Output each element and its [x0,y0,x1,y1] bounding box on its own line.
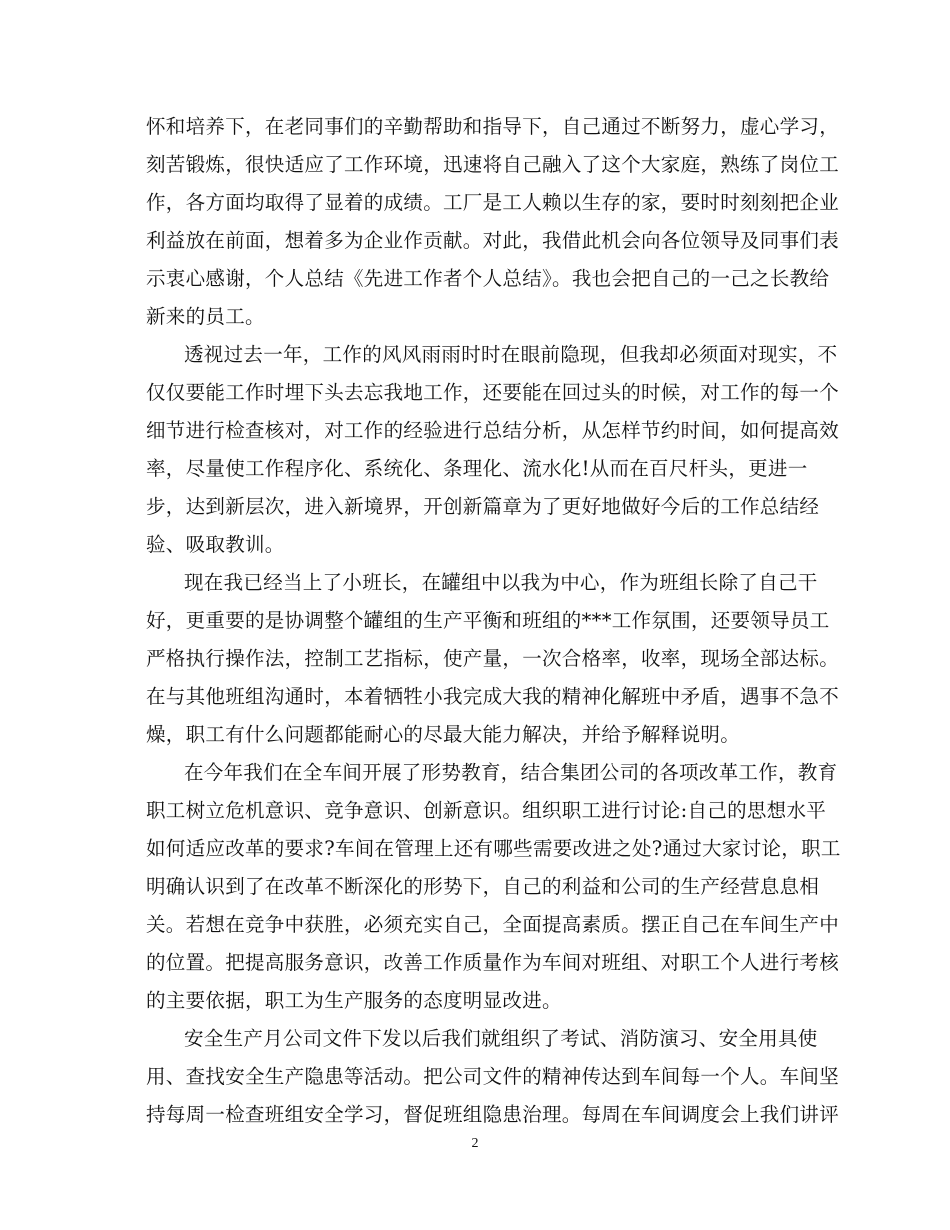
text-line: 怀和培养下，在老同事们的辛勤帮助和指导下，自己通过不断努力，虚心学习， [146,115,840,138]
text-line: 现在我已经当上了小班长，在罐组中以我为中心，作为班组长除了自己干 [184,571,818,594]
text-line: 刻苦锻炼，很快适应了工作环境，迅速将自己融入了这个大家庭，熟练了岗位工 [146,153,840,176]
text-line: 关。若想在竞争中获胜，必须充实自己，全面提高素质。摆正自己在车间生产中 [146,913,840,936]
text-line: 率，尽量使工作程序化、系统化、条理化、流水化!从而在百尺杆头，更进一 [146,457,808,480]
text-line: 细节进行检查核对，对工作的经验进行总结分析，从怎样节约时间，如何提高效 [146,419,840,442]
text-line: 的主要依据，职工为生产服务的态度明显改进。 [146,989,562,1012]
text-line: 燥，职工有什么问题都能耐心的尽最大能力解决，并给予解释说明。 [146,723,741,746]
text-line: 新来的员工。 [146,305,265,328]
text-line: 安全生产月公司文件下发以后我们就组织了考试、消防演习、安全用具使 [184,1027,818,1050]
text-line: 步，达到新层次，进入新境界，开创新篇章为了更好地做好今后的工作总结经 [146,495,820,518]
text-line: 作，各方面均取得了显着的成绩。工厂是工人赖以生存的家，要时时刻刻把企业 [146,191,840,214]
text-line: 验、吸取教训。 [146,533,285,556]
text-line: 仅仅要能工作时埋下头去忘我地工作，还要能在回过头的时候，对工作的每一个 [146,381,840,404]
text-line: 明确认识到了在改革不断深化的形势下，自己的利益和公司的生产经营息息相 [146,875,820,898]
text-line: 的位置。把提高服务意识，改善工作质量作为车间对班组、对职工个人进行考核 [146,951,840,974]
text-line: 利益放在前面，想着多为企业作贡献。对此，我借此机会向各位领导及同事们表 [146,229,840,252]
text-line: 在与其他班组沟通时，本着牺牲小我完成大我的精神化解班中矛盾，遇事不急不 [146,685,840,708]
text-line: 如何适应改革的要求?车间在管理上还有哪些需要改进之处?通过大家讨论，职工 [146,837,841,860]
text-line: 示衷心感谢，个人总结《先进工作者个人总结》。我也会把自己的一己之长教给 [146,267,830,290]
text-line: 用、查找安全生产隐患等活动。把公司文件的精神传达到车间每一个人。车间坚 [146,1065,840,1088]
text-line: 好，更重要的是协调整个罐组的生产平衡和班组的***工作氛围，还要领导员工 [146,609,830,632]
text-line: 透视过去一年，工作的风风雨雨时时在眼前隐现，但我却必须面对现实，不 [184,343,838,366]
text-line: 职工树立危机意识、竞争意识、创新意识。组织职工进行讨论:自己的思想水平 [146,799,827,822]
text-line: 在今年我们在全车间开展了形势教育，结合集团公司的各项改革工作，教育 [184,761,838,784]
text-line: 严格执行操作法，控制工艺指标，使产量，一次合格率，收率，现场全部达标。 [146,647,840,670]
text-line: 持每周一检查班组安全学习，督促班组隐患治理。每周在车间调度会上我们讲评 [146,1103,840,1126]
page-number: 2 [471,1136,479,1151]
